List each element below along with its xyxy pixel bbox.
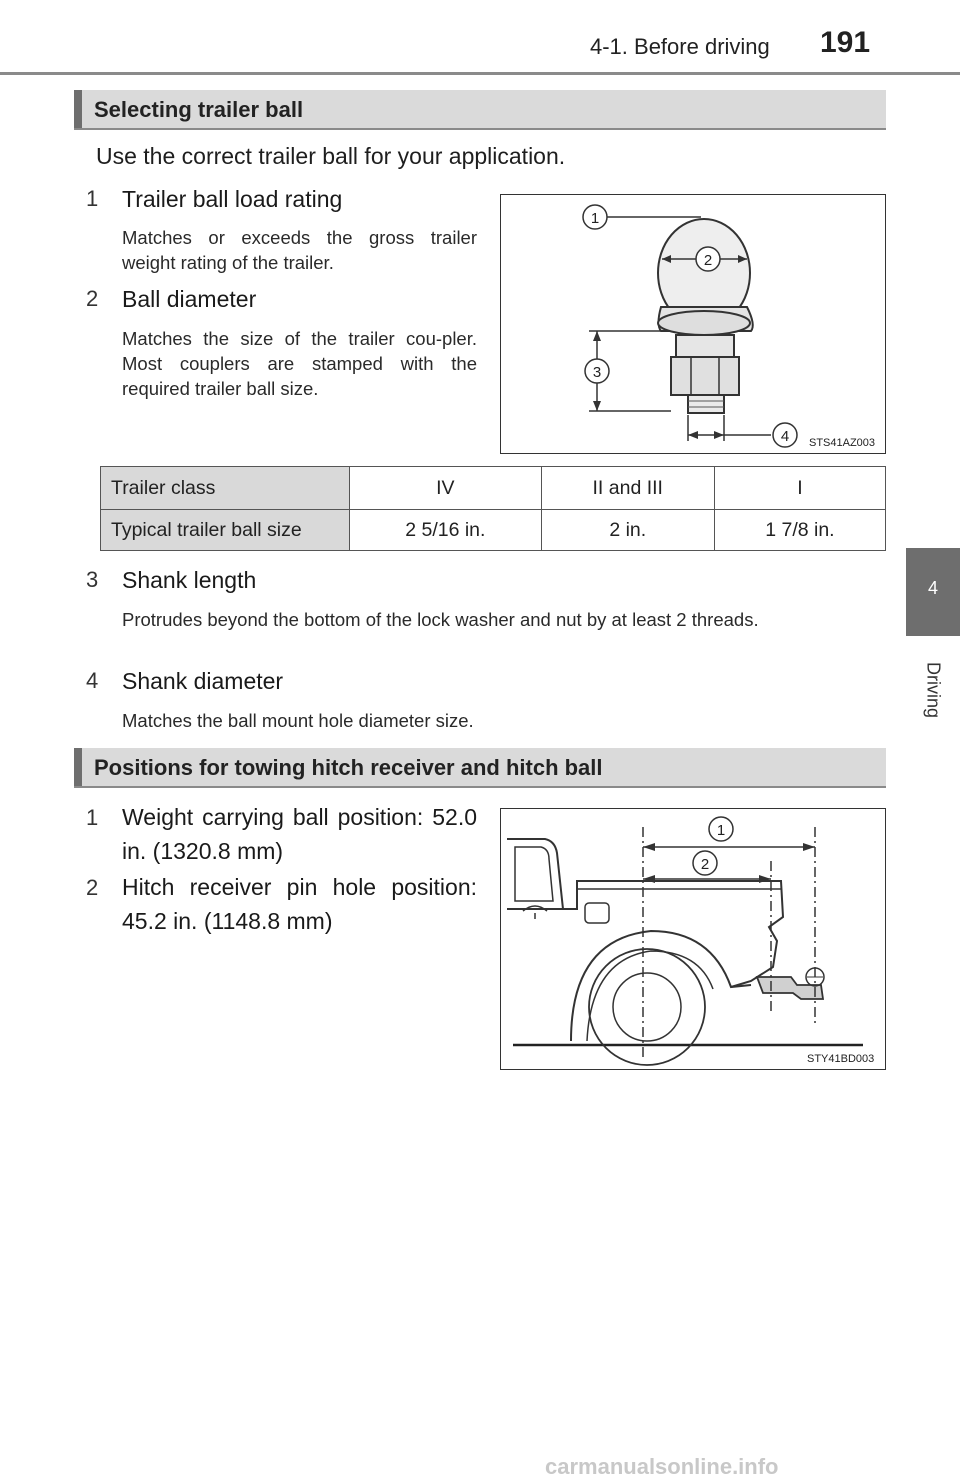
item-title-shank-diameter: Shank diameter xyxy=(122,668,284,694)
figure-code: STS41AZ003 xyxy=(809,437,876,449)
item-title-ball-diameter: Ball diameter xyxy=(122,286,257,312)
table-row xyxy=(101,510,886,551)
table-header-cell: Trailer class xyxy=(101,467,350,510)
section-heading-selecting-trailer-ball xyxy=(74,90,886,130)
page-number: 191 xyxy=(820,26,871,59)
svg-text:3: 3 xyxy=(592,364,602,381)
svg-text:1: 1 xyxy=(590,210,600,227)
item-number: 3 xyxy=(86,567,99,592)
svg-text:1: 1 xyxy=(716,822,726,839)
chapter-label xyxy=(906,650,960,730)
table-cell: II and III xyxy=(541,467,714,510)
table-cell: IV xyxy=(350,467,542,510)
svg-text:2: 2 xyxy=(703,252,713,269)
table-cell: 1 7/8 in. xyxy=(714,510,885,551)
callout-2 xyxy=(696,247,720,271)
section-intro: Use the correct trailer ball for your application. xyxy=(96,143,566,169)
item-number: 2 xyxy=(86,286,99,311)
callout-2 xyxy=(693,851,717,875)
trailer-ball-illustration xyxy=(501,195,887,455)
callout-4 xyxy=(773,423,797,447)
callout-3 xyxy=(585,359,609,383)
header-section-title: 4-1. Before driving xyxy=(590,34,770,59)
item-number: 1 xyxy=(86,186,99,211)
hitch-position-figure xyxy=(500,808,886,1070)
position-hitch-receiver-pin: Hitch receiver pin hole position: 45.2 in. (1148.8 mm) xyxy=(122,874,477,934)
header-divider xyxy=(0,72,960,75)
trailer-ball-size-table xyxy=(100,466,886,551)
trailer-ball-figure xyxy=(500,194,886,454)
callout-1 xyxy=(583,205,607,229)
table-cell: 2 5/16 in. xyxy=(350,510,542,551)
item-desc-shank-length: Protrudes beyond the bottom of the lock washer and nut by at least 2 threads. xyxy=(122,609,759,630)
svg-text:2: 2 xyxy=(700,856,710,873)
truck-rear-illustration xyxy=(501,809,887,1071)
table-row xyxy=(101,467,886,510)
item-number: 1 xyxy=(86,805,99,830)
chapter-tab[interactable]: 4 xyxy=(906,548,960,636)
svg-text:4: 4 xyxy=(780,428,790,445)
item-number: 4 xyxy=(86,668,99,693)
item-desc-shank-diameter: Matches the ball mount hole diameter size. xyxy=(122,710,474,731)
item-number: 2 xyxy=(86,875,99,900)
watermark: carmanualsonline.info xyxy=(545,1454,779,1479)
item-desc-load-rating: Matches or exceeds the gross trailer weight rating of the trailer. xyxy=(122,227,477,273)
callout-1 xyxy=(709,817,733,841)
position-weight-carrying-ball: Weight carrying ball position: 52.0 in. (1320.8 mm) xyxy=(122,804,477,864)
table-cell: I xyxy=(714,467,885,510)
item-desc-ball-diameter: Matches the size of the trailer cou-pler. Most couplers are stamped with the required trailer ball size. xyxy=(122,328,477,399)
table-cell: 2 in. xyxy=(541,510,714,551)
item-title-load-rating: Trailer ball load rating xyxy=(122,186,343,212)
chapter-label-text: Driving xyxy=(923,661,944,719)
section-heading-text: Positions for towing hitch receiver and hitch ball xyxy=(94,755,603,780)
table-header-cell: Typical trailer ball size xyxy=(101,510,350,551)
section-heading-hitch-positions xyxy=(74,748,886,788)
item-title-shank-length: Shank length xyxy=(122,567,257,593)
figure-code: STY41BD003 xyxy=(807,1053,875,1065)
section-heading-text: Selecting trailer ball xyxy=(94,97,304,122)
